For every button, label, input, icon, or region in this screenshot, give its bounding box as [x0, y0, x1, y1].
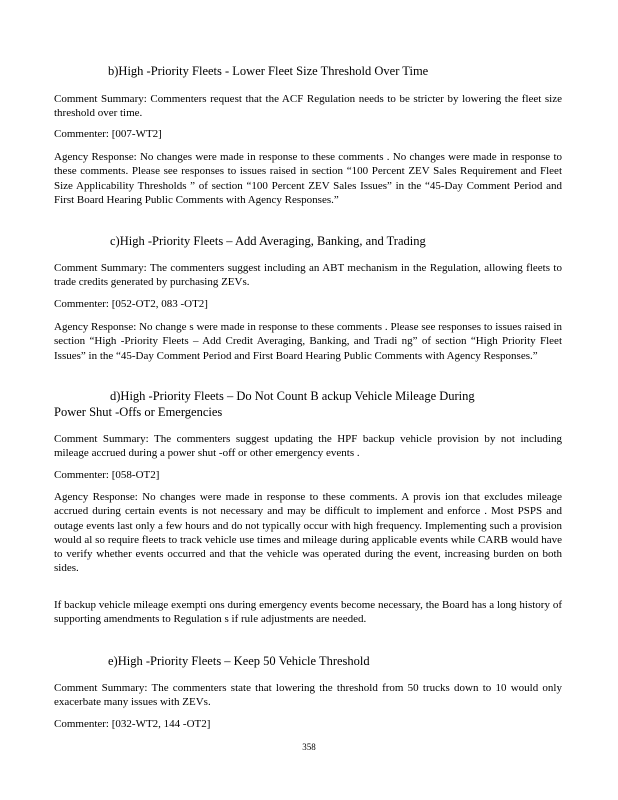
agency-response-d-2: If backup vehicle mileage exempti ons during emergency events become necessary, the Board has a long history of supporting amendments to Regulation s if rule adjustments are needed. [54, 599, 562, 626]
section-heading-d-cont: Power Shut -Offs or Emergencies [54, 405, 223, 419]
comment-summary-e: Comment Summary: The commenters state that lowering the threshold from 50 trucks down to 10 would only exacerbate many issues with ZEVs. [54, 682, 562, 709]
agency-response-c: Agency Response: No change s were made in response to these comments . Please see responses to issues raised in section “High -Priority Fleets – Add Credit Averaging, Banking, and Tradi ng” of section “High Priority Fleet Issues” in the “45-Day Comment Period and First Board Hearing Public Comments with Agency Responses.” [54, 321, 562, 362]
page-number: 358 [302, 742, 316, 752]
commenter-b: Commenter: [007-WT2] [54, 128, 162, 140]
section-heading-c: c)High -Priority Fleets – Add Averaging, Banking, and Trading [110, 234, 426, 248]
agency-response-d: Agency Response: No changes were made in response to these comments. A provis ion that excludes mileage accrued during certain events is not necessary and may be difficult to implement and enforce . Most PSPS and outage events last only a few hours and do not typically occur with high frequency. Implementing such a provision would al so require fleets to track vehicle use times and mileage during applicable events while CARB would have to verify whether events occurred and that the vehicle was operated during the event, increasing burden on both sides. [54, 491, 562, 575]
comment-summary-c: Comment Summary: The commenters suggest including an ABT mechanism in the Regulation, allowing fleets to trade credits generated by purchasing ZEVs. [54, 262, 562, 289]
comment-summary-b: Comment Summary: Commenters request that the ACF Regulation needs to be stricter by lowering the fleet size threshold over time. [54, 93, 562, 120]
commenter-c: Commenter: [052-OT2, 083 -OT2] [54, 298, 208, 310]
section-heading-d: d)High -Priority Fleets – Do Not Count B ackup Vehicle Mileage During [110, 389, 475, 403]
commenter-d: Commenter: [058-OT2] [54, 469, 160, 481]
comment-summary-d: Comment Summary: The commenters suggest updating the HPF backup vehicle provision by not including mileage accrued during a power shut -off or other emergency events . [54, 433, 562, 460]
commenter-e: Commenter: [032-WT2, 144 -OT2] [54, 718, 211, 730]
section-heading-b: b)High -Priority Fleets - Lower Fleet Size Threshold Over Time [108, 64, 429, 78]
agency-response-b: Agency Response: No changes were made in response to these comments . No changes were made in response to these comments. Please see responses to issues raised in section “100 Percent ZEV Sales Requirement and Fleet Size Applicability Thresholds ” of section “100 Percent ZEV Sales Issues” in the “45-Day Comment Period and First Board Hearing Public Comments with Agency Responses.” [54, 151, 562, 206]
section-heading-e: e)High -Priority Fleets – Keep 50 Vehicle Threshold [108, 654, 370, 668]
